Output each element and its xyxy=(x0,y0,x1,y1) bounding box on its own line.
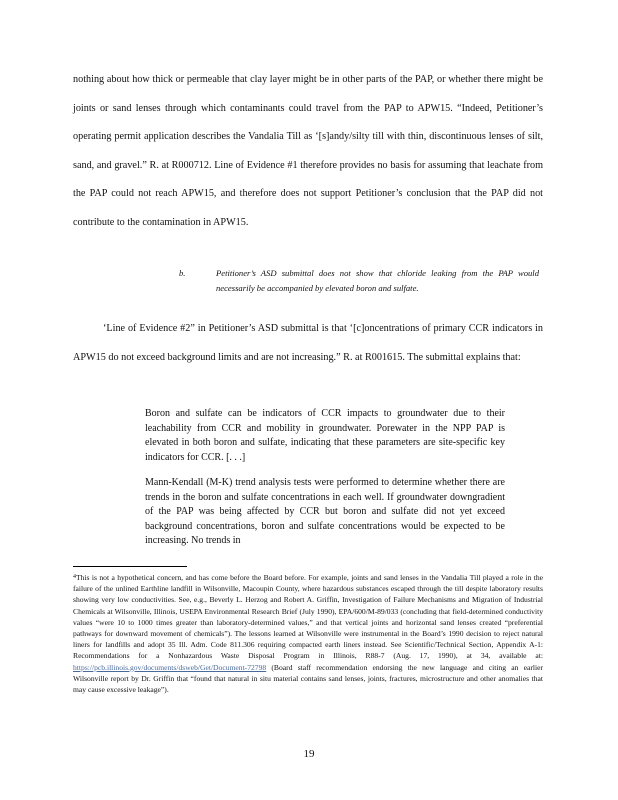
footnote-separator xyxy=(73,566,187,567)
footnote-marker: 4 xyxy=(73,574,76,580)
blockquote-boron-sulfate: Boron and sulfate can be indicators of CCR impacts to groundwater due to their leachability from CCR and mobility in groundwater. Porewater in the NPP PAP is elevated in both boron and sulfate, indicating that these parameters are site-specific key indicators for CCR. [. . .] xyxy=(145,408,505,463)
section-heading-b xyxy=(179,266,539,295)
footnote-link[interactable]: https://pcb.illinois.gov/documents/dsweb/Get/Document-72798 xyxy=(73,662,267,672)
paragraph-clay-layer: nothing about how thick or permeable that clay layer might be in other parts of the PAP, or whether there might be joints or sand lenses through which contaminants could travel from the PAP to APW15. “Indeed, Petitioner’s operating permit application describes the Vandalia Till as ‘[s]andy/silty till with thin, discontinuous lenses of silt, sand, and gravel.” R. at R000712. Line of Evidence #1 therefore provides no basis for assuming that leachate from the PAP could not reach APW15, and therefore does not support Petitioner’s conclusion that the PAP did not contribute to the contamination in APW15. xyxy=(73,74,543,228)
footnote-text: This is not a hypothetical concern, and has come before the Board before. For example, joints and sand lenses in the Vandalia Till played a role in the failure of the unlined Earthline landfill in Wilsonville, Macoupin County, where hazardous substances escaped through the till despite laboratory results showing very low conductivities. See, e.g., Beverly L. Herzog and Robert A. Griffin, Investigation of Failure Mechanisms and Migration of Industrial Chemicals at Wilsonville, Illinois, USEPA Environmental Research Brief (July 1990), EPA/600/M-89/033 (concluding that field-determined conductivity values “were 10 to 1000 times greater than laboratory-determined values,” and that vertical joints and horizontal sand lenses created “preferential pathways for downward movement of chemicals”). The lessons learned at Wilsonville were instrumental in the Board’s 1990 decision to reject natural liners for landfills and adopt 35 Ill. Adm. Code 811.306 requiring compacted earth liners instead. See Scientific/Technical Section, Appendix A-1: Recommendations for a Nonhazardous Waste Disposal Program in Illinois, R88-7 (Aug. 17, 1990), at 34, available at: xyxy=(73,573,543,661)
heading-letter: b. xyxy=(179,268,186,278)
footnote-text-end: (Board staff recommendation endorsing the new language and citing an earlier Wilsonville report by Dr. Griffin that “found that natural in situ material contains sand lenses, joints, fractures, microstructure and other anomalies that may cause excessive leakage”). xyxy=(73,662,543,695)
blockquote-mann-kendall: Mann-Kendall (M-K) trend analysis tests were performed to determine whether there are trends in the boron and sulfate concentrations in each well. If groundwater downgradient of the PAP was being affected by CCR but boron and sulfate did not yet exceed background concentrations, boron and sulfate concentrations would be expected to be increasing. No trends in xyxy=(145,477,505,547)
footnote xyxy=(73,572,543,695)
heading-text: Petitioner’s ASD submittal does not show that chloride leaking from the PAP would necessarily be accompanied by elevated boron and sulfate. xyxy=(216,268,539,293)
paragraph-line-of-evidence-2: ‘Line of Evidence #2” in Petitioner’s ASD submittal is that ‘[c]oncentrations of primary CCR indicators in APW15 do not exceed background limits and are not increasing.” R. at R001615. The submittal explains that: xyxy=(73,323,543,363)
page-number: 19 xyxy=(303,748,315,760)
